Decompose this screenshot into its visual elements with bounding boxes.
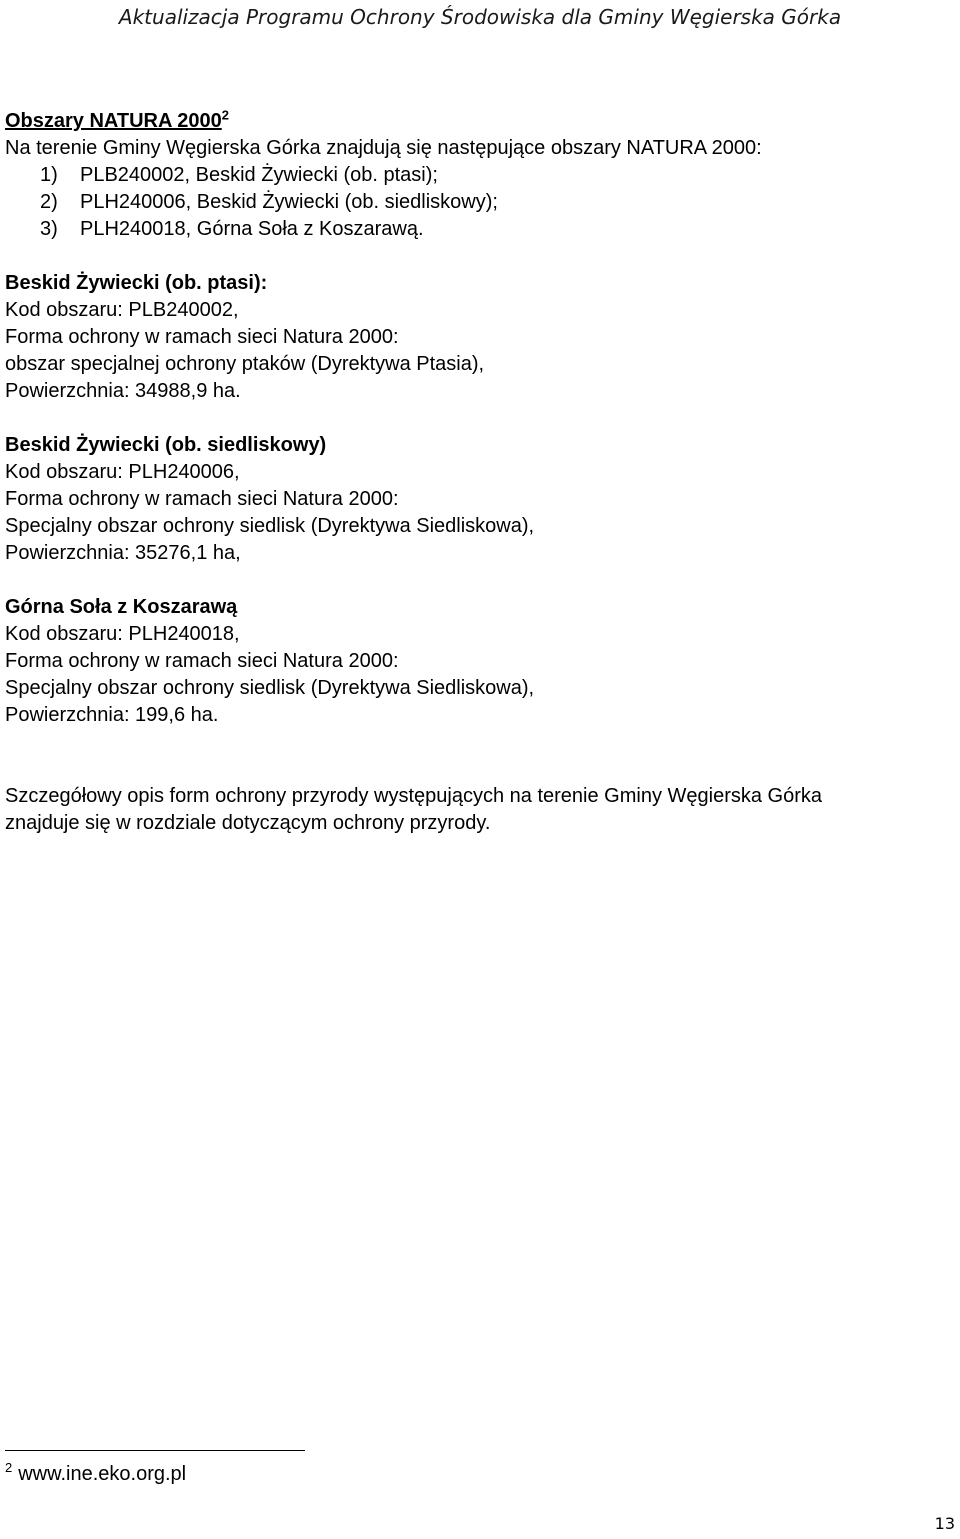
spacer bbox=[5, 243, 955, 270]
list-item-text: PLB240002, Beskid Żywiecki (ob. ptasi); bbox=[80, 164, 438, 186]
list-item-number: 3) bbox=[40, 218, 58, 240]
list-item-number: 1) bbox=[40, 164, 58, 186]
page-number: 13 bbox=[934, 1514, 955, 1533]
list-item-number: 2) bbox=[40, 191, 58, 213]
area-code: Kod obszaru: PLH240018, bbox=[5, 623, 240, 645]
footnote-text: www.ine.eko.org.pl bbox=[18, 1463, 187, 1485]
intro-paragraph: Na terenie Gminy Węgierska Górka znajdują się następujące obszary NATURA 2000: bbox=[5, 137, 762, 159]
list-item bbox=[5, 162, 955, 189]
footnote-reference: 2 bbox=[221, 107, 229, 123]
footnote-separator bbox=[5, 1450, 305, 1451]
list-item-text: PLH240006, Beskid Żywiecki (ob. siedliskowy); bbox=[80, 191, 498, 213]
area-code: Kod obszaru: PLB240002, bbox=[5, 299, 239, 321]
area-form: Specjalny obszar ochrony siedlisk (Dyrektywa Siedliskowa), bbox=[5, 515, 535, 537]
spacer bbox=[5, 405, 955, 432]
area-title: Beskid Żywiecki (ob. ptasi): bbox=[5, 272, 268, 294]
footnote-number: 2 bbox=[5, 1460, 13, 1476]
section-heading bbox=[5, 108, 955, 135]
list-item bbox=[5, 189, 955, 216]
running-header: Aktualizacja Programu Ochrony Środowiska dla Gminy Węgierska Górka bbox=[118, 5, 842, 29]
area-title: Górna Soła z Koszarawą bbox=[5, 596, 238, 618]
list-item-text: PLH240018, Górna Soła z Koszarawą. bbox=[80, 218, 424, 240]
spacer bbox=[5, 729, 955, 756]
spacer bbox=[5, 756, 955, 783]
area-form-label: Forma ochrony w ramach sieci Natura 2000: bbox=[5, 650, 399, 672]
area-size: Powierzchnia: 199,6 ha. bbox=[5, 704, 219, 726]
section-heading-text: Obszary NATURA 2000 bbox=[5, 110, 222, 132]
area-size: Powierzchnia: 34988,9 ha. bbox=[5, 380, 241, 402]
spacer bbox=[5, 567, 955, 594]
area-code: Kod obszaru: PLH240006, bbox=[5, 461, 240, 483]
area-form-label: Forma ochrony w ramach sieci Natura 2000: bbox=[5, 488, 399, 510]
list-item bbox=[5, 216, 955, 243]
footnote bbox=[5, 1462, 186, 1486]
document-body bbox=[5, 108, 955, 837]
area-form-label: Forma ochrony w ramach sieci Natura 2000: bbox=[5, 326, 399, 348]
area-size: Powierzchnia: 35276,1 ha, bbox=[5, 542, 241, 564]
area-title: Beskid Żywiecki (ob. siedliskowy) bbox=[5, 434, 327, 456]
closing-paragraph-line: Szczegółowy opis form ochrony przyrody występujących na terenie Gminy Węgierska Górka bbox=[5, 785, 822, 807]
area-form: Specjalny obszar ochrony siedlisk (Dyrektywa Siedliskowa), bbox=[5, 677, 535, 699]
closing-paragraph-line: znajduje się w rozdziale dotyczącym ochrony przyrody. bbox=[5, 812, 491, 834]
area-form: obszar specjalnej ochrony ptaków (Dyrektywa Ptasia), bbox=[5, 353, 485, 375]
